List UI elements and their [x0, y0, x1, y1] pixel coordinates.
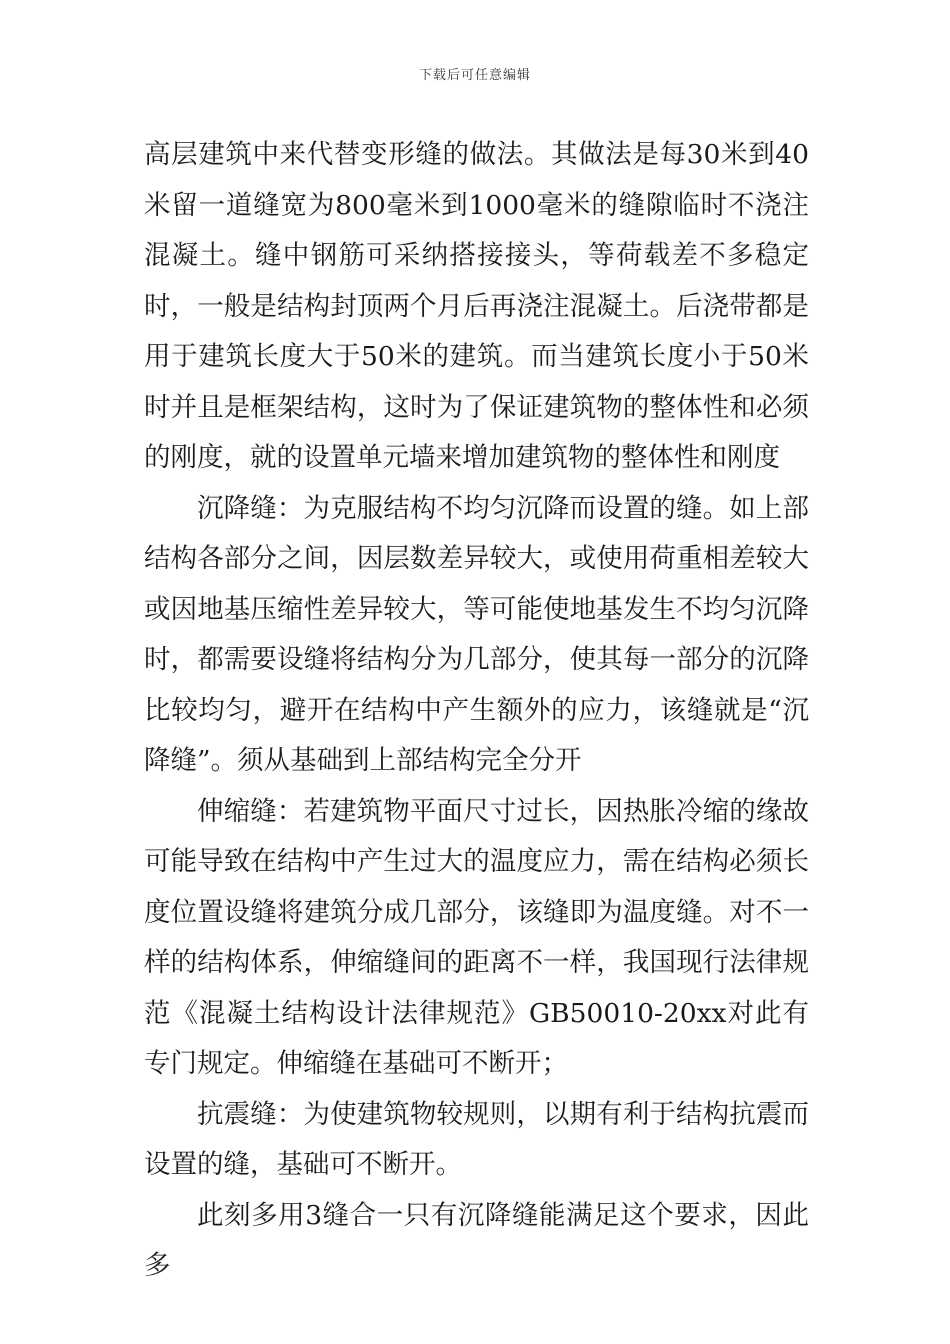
paragraph-post-pour-strip: 高层建筑中来代替变形缝的做法。其做法是每30米到40米留一道缝宽为800毫米到1000毫米的缝隙临时不浇注混凝土。缝中钢筋可采纳搭接接头，等荷载差不多稳定时，一般是结构封顶两个月后再浇注混凝土。后浇带都是用于建筑长度大于50米的建筑。而当建筑长度小于50米时并且是框架结构，这时为了保证建筑物的整体性和必须的刚度，就的设置单元墙来增加建筑物的整体性和刚度	[144, 139, 809, 473]
paragraph-settlement-joint: 沉降缝：为克服结构不均匀沉降而设置的缝。如上部结构各部分之间，因层数差异较大，或使用荷重相差较大或因地基压缩性差异较大，等可能使地基发生不均匀沉降时，都需要设缝将结构分为几部分，使其每一部分的沉降比较均匀，避开在结构中产生额外的应力，该缝就是“沉降缝”。须从基础到上部结构完全分开	[144, 492, 809, 776]
paragraph-seismic-joint: 抗震缝：为使建筑物较规则，以期有利于结构抗震而设置的缝，基础可不断开。	[144, 1098, 809, 1180]
paragraph-three-in-one: 此刻多用3缝合一只有沉降缝能满足这个要求，因此多	[144, 1199, 809, 1281]
document-body	[144, 130, 809, 1292]
page-header: 下载后可任意编辑	[418, 68, 531, 83]
paragraph-expansion-joint: 伸缩缝：若建筑物平面尺寸过长，因热胀冷缩的缘故可能导致在结构中产生过大的温度应力，需在结构必须长度位置设缝将建筑分成几部分，该缝即为温度缝。对不一样的结构体系，伸缩缝间的距离不一样，我国现行法律规范《混凝土结构设计法律规范》GB50010-20xx对此有专门规定。伸缩缝在基础可不断开；	[144, 795, 809, 1079]
